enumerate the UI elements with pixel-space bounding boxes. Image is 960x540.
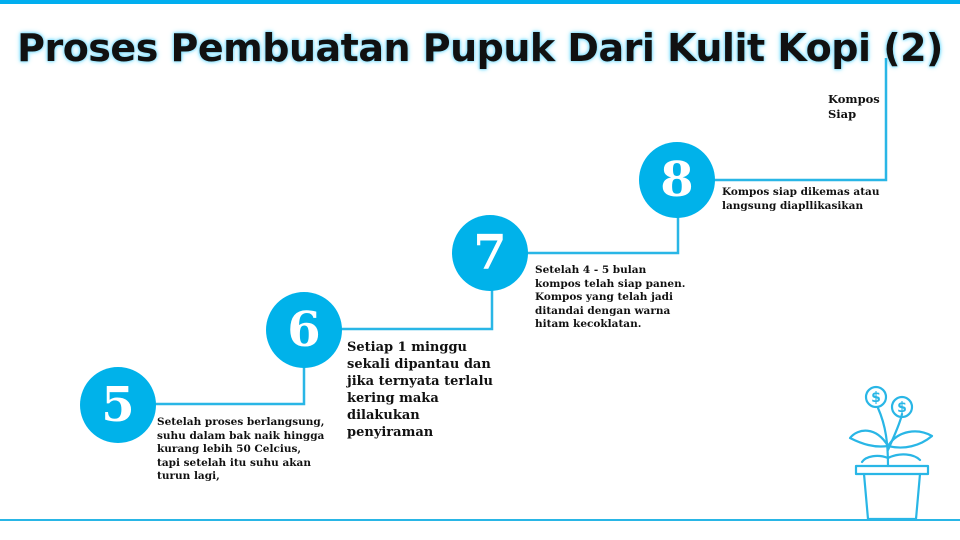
step-8-number: 8	[660, 152, 694, 208]
step-6-description: Setiap 1 minggu sekali dipantau dan jika ternyata terlalu kering maka dilakukan penyiraman	[347, 340, 493, 440]
final-label: Kompos Siap	[828, 92, 880, 121]
step-8-description: Kompos siap dikemas atau langsung diapllikasikan	[722, 186, 880, 212]
bottom-accent-line	[0, 519, 960, 521]
dollar-coin-icon: $	[897, 400, 907, 416]
step-5-description: Setelah proses berlangsung, suhu dalam bak naik hingga kurang lebih 50 Celcius, tapi setelah itu suhu akan turun lagi,	[157, 416, 325, 482]
dollar-coin-icon: $	[871, 390, 881, 406]
step-6-circle	[266, 292, 342, 368]
step-7-circle	[452, 215, 528, 291]
page-title: Proses Pembuatan Pupuk Dari Kulit Kopi (2)	[17, 26, 943, 70]
step-5-number: 5	[101, 377, 135, 433]
step-7-description: Setelah 4 - 5 bulan kompos telah siap panen. Kompos yang telah jadi ditandai dengan warna hitam kecoklatan.	[535, 264, 686, 330]
step-5-circle	[80, 367, 156, 443]
step-7-number: 7	[473, 225, 507, 281]
step-6-number: 6	[287, 302, 321, 358]
money-plant-icon	[842, 380, 942, 522]
step-8-circle	[639, 142, 715, 218]
